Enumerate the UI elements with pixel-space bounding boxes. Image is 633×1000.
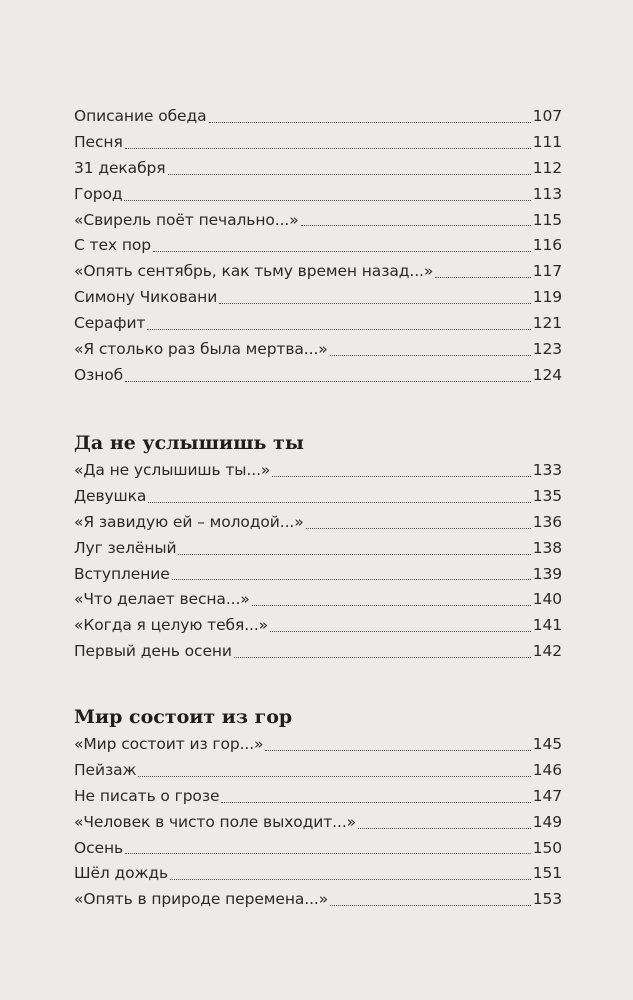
dot-leader (178, 554, 530, 555)
dot-leader (170, 879, 531, 880)
toc-entry-page: 141 (532, 616, 562, 635)
dot-leader (125, 148, 531, 149)
toc-entry-title: 31 декабря (74, 158, 166, 177)
toc-entry-page: 140 (532, 590, 562, 609)
toc-entry (74, 758, 562, 784)
toc-entry-page: 121 (532, 314, 562, 333)
toc-entry-page: 135 (532, 486, 562, 505)
toc-entry (74, 810, 562, 836)
toc-entry-title: Девушка (74, 486, 147, 505)
toc-entry (74, 233, 562, 259)
toc-entry-page: 112 (532, 158, 562, 177)
toc-entry (74, 887, 562, 913)
toc-entry (74, 613, 562, 639)
toc-entry-title: «Я столько раз была мертва...» (74, 340, 328, 359)
dot-leader (153, 251, 531, 252)
dot-leader (306, 528, 531, 529)
toc-entry-page: 111 (532, 132, 562, 151)
toc-entry (74, 182, 562, 208)
toc-entry-page: 123 (532, 340, 562, 359)
toc-entry-page: 133 (532, 461, 562, 479)
toc-entry (74, 285, 562, 311)
dot-leader (209, 122, 531, 123)
toc-section-2 (74, 428, 562, 665)
toc-entry-title: Город (74, 184, 123, 203)
toc-entry-title: Вступление (74, 564, 170, 583)
toc-entry (74, 732, 562, 758)
dot-leader (270, 631, 531, 632)
toc-entry-title: Не писать о грозе (74, 786, 220, 805)
toc-entry-page: 147 (532, 786, 562, 805)
toc-entry-page: 153 (532, 890, 562, 909)
toc-entry (74, 156, 562, 182)
toc-entry (74, 259, 562, 285)
dot-leader (125, 381, 531, 382)
toc-entry-title: «Да не услышишь ты...» (74, 461, 271, 479)
toc-entry-page: 117 (532, 262, 562, 281)
toc-section-3 (74, 702, 562, 913)
toc-entry-page: 119 (532, 288, 562, 307)
dot-leader (125, 853, 531, 854)
toc-entry-title: «Опять сентябрь, как тьму времен назад...» (74, 262, 434, 281)
dot-leader (358, 828, 531, 829)
toc-entry-title: Пейзаж (74, 760, 137, 779)
toc-entry-title: «Опять в природе перемена...» (74, 890, 329, 909)
toc-section-1 (74, 104, 562, 389)
toc-entry-page: 146 (532, 760, 562, 779)
section-heading: Да не услышишь ты (74, 432, 304, 454)
toc-entry-page: 116 (532, 236, 562, 255)
toc-entry (74, 639, 562, 665)
toc-entry (74, 337, 562, 363)
dot-leader (330, 905, 531, 906)
toc-entry (74, 458, 562, 484)
section-heading: Мир состоит из гор (74, 706, 293, 728)
dot-leader (272, 476, 530, 477)
toc-entry (74, 861, 562, 887)
dot-leader (265, 750, 530, 751)
toc-entry (74, 562, 562, 588)
toc-entry-title: Песня (74, 132, 123, 151)
toc-entry-page: 151 (532, 864, 562, 883)
toc-entry-page: 138 (532, 538, 562, 557)
toc-entry-title: «Что делает весна...» (74, 590, 250, 609)
dot-leader (168, 174, 531, 175)
dot-leader (234, 657, 531, 658)
toc-entry-title: Осень (74, 838, 124, 857)
dot-leader (330, 355, 531, 356)
toc-entry-page: 113 (532, 184, 562, 203)
toc-entry-title: «Мир состоит из гор...» (74, 735, 264, 753)
toc-entry (74, 130, 562, 156)
dot-leader (435, 277, 530, 278)
toc-entry (74, 484, 562, 510)
toc-entry-title: «Когда я целую тебя...» (74, 616, 269, 635)
dot-leader (172, 579, 531, 580)
toc-entry-page: 142 (532, 642, 562, 661)
toc-entry-title: «Свирель поёт печально...» (74, 210, 299, 229)
toc-entry-title: Описание обеда (74, 107, 207, 125)
toc-entry (74, 587, 562, 613)
toc-entry-page: 139 (532, 564, 562, 583)
toc-entry-page: 145 (532, 735, 562, 753)
dot-leader (252, 605, 531, 606)
toc-entry-page: 149 (532, 812, 562, 831)
dot-leader (221, 802, 530, 803)
toc-entry-title: Серафит (74, 314, 146, 333)
toc-entry (74, 363, 562, 389)
toc-entry-title: Первый день осени (74, 642, 232, 661)
toc-entry (74, 311, 562, 337)
toc-entry (74, 104, 562, 130)
toc-entry (74, 836, 562, 862)
dot-leader (148, 502, 530, 503)
toc-entry-title: С тех пор (74, 236, 151, 255)
toc-entry-title: Луг зелёный (74, 538, 177, 557)
dot-leader (124, 200, 530, 201)
toc-entry (74, 536, 562, 562)
toc-entry-page: 150 (532, 838, 562, 857)
toc-entry-page: 115 (532, 210, 562, 229)
dot-leader (219, 303, 531, 304)
dot-leader (147, 329, 530, 330)
dot-leader (301, 225, 531, 226)
toc-entry-title: Шёл дождь (74, 864, 169, 883)
toc-entry (74, 784, 562, 810)
toc-entry-title: Озноб (74, 365, 124, 384)
toc-entry-title: Симону Чиковани (74, 288, 218, 307)
toc-entry-page: 136 (532, 512, 562, 531)
toc-entry-title: «Человек в чисто поле выходит...» (74, 812, 357, 831)
toc-entry (74, 510, 562, 536)
toc-entry (74, 208, 562, 234)
toc-entry-page: 124 (532, 365, 562, 384)
toc-entry-title: «Я завидую ей – молодой...» (74, 512, 304, 531)
dot-leader (138, 776, 530, 777)
toc-entry-page: 107 (532, 107, 562, 125)
